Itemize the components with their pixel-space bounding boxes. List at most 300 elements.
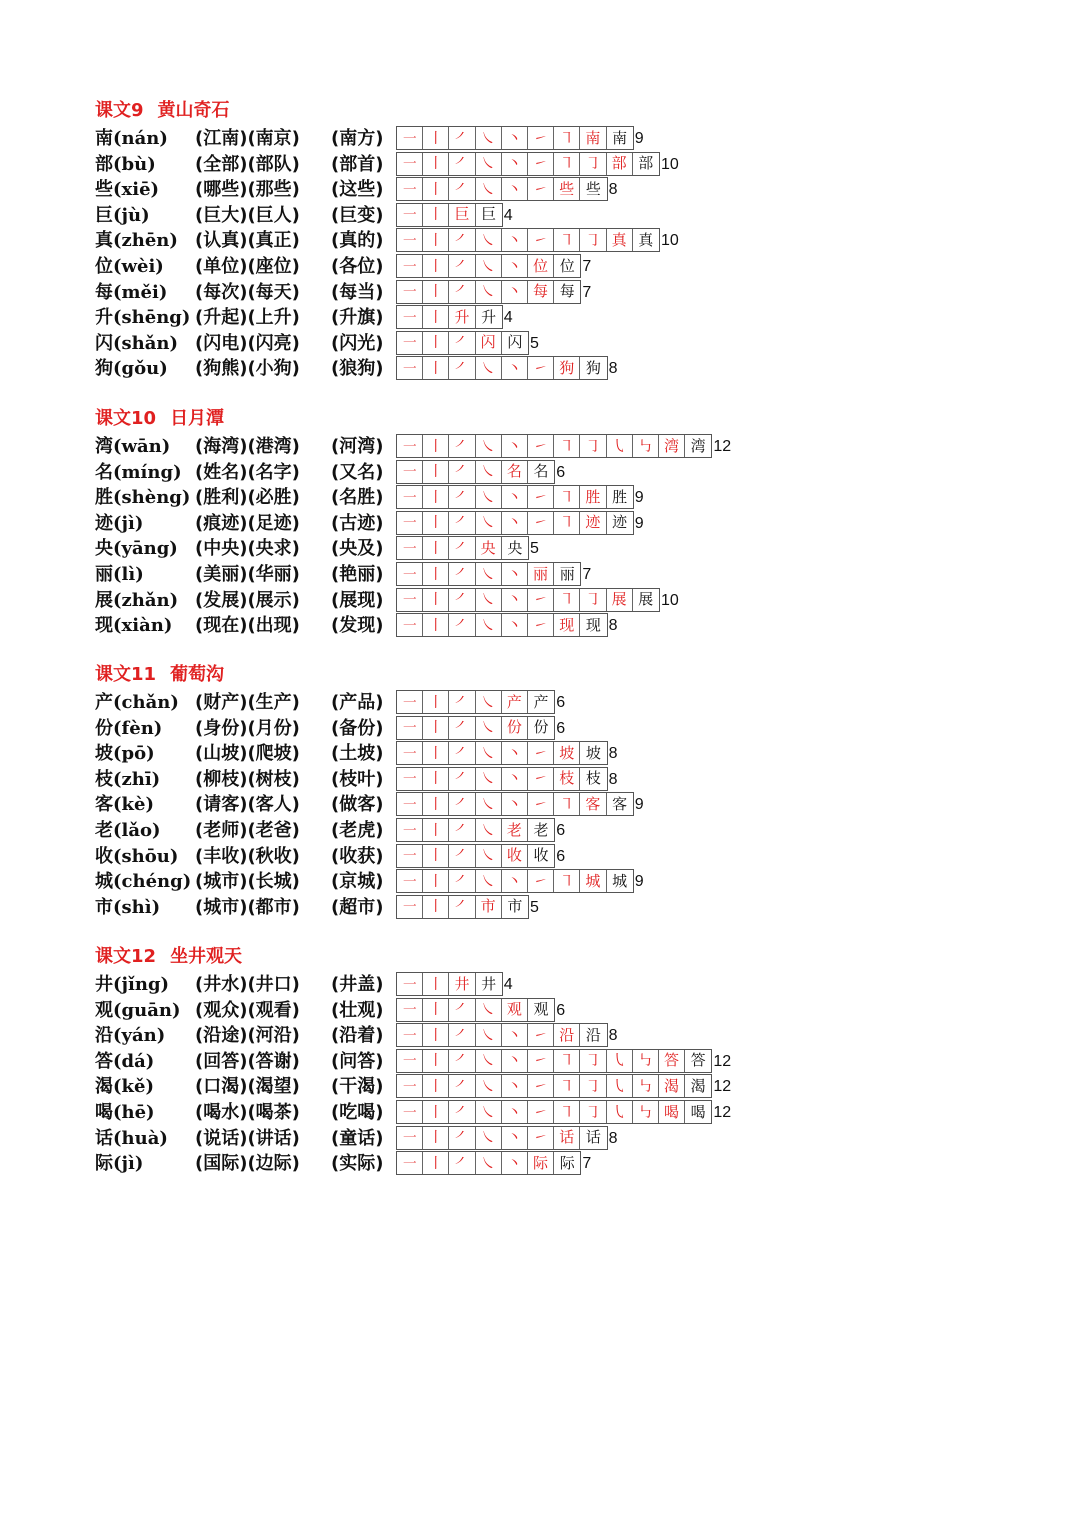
character-with-pinyin: 胜(shèng) — [95, 487, 191, 509]
word-2: (月份) — [247, 717, 300, 739]
lesson-title — [95, 100, 230, 122]
stroke-step-glyph: 丶 — [506, 794, 522, 813]
word-2: (都市) — [247, 896, 300, 918]
stroke-step-cell — [528, 1101, 554, 1123]
stroke-count: 8 — [608, 1129, 618, 1147]
stroke-step-cell — [502, 845, 528, 867]
lesson-name: 坐井观天 — [170, 946, 243, 967]
stroke-step-glyph: ㇏ — [480, 282, 496, 301]
stroke-step-glyph: ㇑ — [428, 1051, 444, 1070]
lesson-section — [95, 946, 995, 1177]
stroke-order-grid — [396, 152, 660, 176]
stroke-step-cell — [528, 1127, 554, 1149]
word-2: (上升) — [247, 307, 300, 329]
stroke-step-glyph: ㇏ — [480, 820, 496, 839]
character-row — [95, 792, 995, 818]
stroke-count: 10 — [661, 591, 679, 609]
word-3: (部首) — [331, 153, 384, 175]
stroke-step-cell — [554, 1075, 580, 1097]
stroke-step-cell — [423, 999, 449, 1021]
stroke-step-glyph: ㇒ — [454, 154, 470, 173]
stroke-step-glyph: ㇐ — [402, 436, 418, 455]
stroke-step-cell — [554, 486, 580, 508]
stroke-step-cell — [607, 153, 633, 175]
stroke-step-glyph: ㇀ — [533, 513, 549, 532]
stroke-step-cell — [528, 614, 554, 636]
stroke-step-glyph: ㇒ — [454, 538, 470, 557]
stroke-step-glyph: ㇕ — [559, 871, 575, 890]
word-3: (问答) — [331, 1050, 384, 1072]
stroke-step-glyph: ㇐ — [402, 128, 418, 147]
stroke-step-glyph: 收 — [533, 846, 549, 865]
stroke-step-cell — [423, 461, 449, 483]
character-with-pinyin: 真(zhēn) — [95, 230, 178, 252]
stroke-step-glyph: ㇀ — [533, 1102, 549, 1121]
lesson-section — [95, 100, 995, 382]
character-with-pinyin: 份(fèn) — [95, 717, 163, 739]
stroke-step-cell — [423, 1075, 449, 1097]
stroke-step-glyph: 份 — [506, 718, 522, 737]
stroke-step-glyph: 枝 — [585, 769, 601, 788]
stroke-step-glyph: ㇑ — [428, 205, 444, 224]
stroke-step-cell — [397, 486, 423, 508]
lesson-name: 日月潭 — [170, 408, 225, 429]
stroke-step-glyph: 湾 — [690, 436, 706, 455]
stroke-step-cell — [476, 178, 502, 200]
stroke-step-glyph: ㇑ — [428, 846, 444, 865]
stroke-step-cell — [633, 1075, 659, 1097]
stroke-step-cell — [580, 153, 606, 175]
stroke-order-grid — [396, 331, 529, 355]
stroke-step-cell — [528, 255, 554, 277]
stroke-step-cell — [449, 178, 475, 200]
word-1: (单位) — [195, 256, 248, 277]
stroke-step-cell — [502, 1101, 528, 1123]
stroke-step-cell — [607, 229, 633, 251]
stroke-step-glyph: ㇒ — [454, 333, 470, 352]
stroke-step-cell — [502, 999, 528, 1021]
stroke-step-glyph: ㇑ — [428, 333, 444, 352]
stroke-order-grid — [396, 818, 555, 842]
stroke-step-glyph: ㇏ — [480, 436, 496, 455]
stroke-step-cell — [528, 819, 554, 841]
stroke-step-cell — [554, 178, 580, 200]
stroke-step-cell — [423, 486, 449, 508]
word-1: (请客) — [195, 794, 248, 816]
stroke-step-glyph: ㇑ — [428, 692, 444, 711]
stroke-order-grid — [396, 1049, 712, 1073]
stroke-step-cell — [580, 614, 606, 636]
stroke-step-cell — [423, 229, 449, 251]
word-1: (认真) — [195, 230, 248, 252]
stroke-step-glyph: 位 — [533, 256, 549, 275]
stroke-step-glyph: ㇐ — [402, 307, 418, 326]
word-1: (城市) — [195, 871, 248, 893]
stroke-step-cell — [528, 717, 554, 739]
stroke-step-glyph: 现 — [559, 615, 575, 634]
word-1: (沿途) — [195, 1025, 248, 1047]
stroke-step-glyph: ㇐ — [402, 487, 418, 506]
character-with-pinyin: 市(shì) — [95, 896, 161, 918]
stroke-step-cell — [554, 127, 580, 149]
stroke-step-cell — [580, 1024, 606, 1046]
word-3: (狼狗) — [331, 358, 384, 380]
stroke-step-glyph: ㇐ — [402, 1153, 418, 1172]
stroke-step-cell — [423, 717, 449, 739]
word-3: (古迹) — [331, 512, 384, 534]
stroke-step-cell — [476, 1127, 502, 1149]
stroke-step-glyph: 观 — [506, 1000, 522, 1019]
stroke-step-cell — [423, 973, 449, 995]
stroke-step-cell — [449, 845, 475, 867]
stroke-step-cell — [685, 1075, 711, 1097]
stroke-step-glyph: ㇒ — [454, 615, 470, 634]
stroke-step-glyph: ㇂ — [611, 436, 627, 455]
stroke-step-cell — [476, 1075, 502, 1097]
stroke-step-cell — [476, 768, 502, 790]
stroke-step-glyph: 巨 — [481, 205, 497, 224]
character-with-pinyin: 井(jǐng) — [95, 974, 170, 995]
character-with-pinyin: 老(lǎo) — [95, 820, 161, 841]
word-1: (城市) — [195, 896, 248, 918]
stroke-count: 12 — [713, 1052, 732, 1070]
stroke-step-glyph: ㇏ — [480, 513, 496, 532]
stroke-step-glyph: ㇆ — [585, 1076, 601, 1095]
stroke-step-glyph: 湾 — [663, 436, 679, 455]
stroke-step-glyph: ㇀ — [533, 1128, 549, 1147]
word-3: (京城) — [331, 871, 384, 893]
stroke-step-cell — [528, 1024, 554, 1046]
stroke-count: 9 — [634, 796, 644, 814]
stroke-step-glyph: 巨 — [454, 205, 470, 224]
stroke-step-glyph: 丶 — [506, 230, 522, 249]
character-row — [95, 254, 995, 280]
stroke-step-cell — [397, 563, 423, 585]
stroke-count: 7 — [582, 566, 592, 583]
stroke-step-glyph: ㇒ — [454, 794, 470, 813]
stroke-count: 12 — [713, 1104, 732, 1121]
stroke-step-cell — [685, 435, 711, 457]
stroke-step-glyph: ㇏ — [480, 358, 496, 377]
stroke-count: 10 — [661, 232, 679, 250]
stroke-step-cell — [476, 537, 502, 559]
stroke-step-glyph: ㇆ — [585, 154, 601, 173]
stroke-step-glyph: ㇏ — [480, 487, 496, 506]
word-1: (口渴) — [195, 1076, 248, 1098]
word-3: (南方) — [331, 128, 384, 149]
stroke-step-glyph: ㇏ — [480, 846, 496, 865]
stroke-step-cell — [423, 1101, 449, 1123]
stroke-step-glyph: ㇉ — [637, 1051, 653, 1070]
word-3: (做客) — [331, 794, 384, 816]
stroke-step-glyph: ㇏ — [480, 462, 496, 481]
stroke-step-glyph: ㇑ — [428, 256, 444, 275]
stroke-step-glyph: 收 — [506, 846, 522, 865]
stroke-step-cell — [449, 870, 475, 892]
stroke-step-cell — [449, 229, 475, 251]
word-2: (生产) — [247, 692, 300, 713]
stroke-step-cell — [554, 614, 580, 636]
stroke-step-glyph: 市 — [480, 897, 496, 916]
stroke-step-glyph: ㇐ — [402, 282, 418, 301]
stroke-step-glyph: 丶 — [506, 590, 522, 609]
stroke-step-cell — [502, 512, 528, 534]
character-with-pinyin: 名(míng) — [95, 461, 182, 483]
stroke-step-glyph: ㇑ — [428, 282, 444, 301]
stroke-order-grid — [396, 228, 660, 252]
stroke-step-glyph: ㇑ — [428, 513, 444, 532]
stroke-step-glyph: ㇐ — [402, 718, 418, 737]
stroke-count: 5 — [530, 898, 539, 916]
word-2: (真正) — [247, 230, 300, 252]
stroke-step-cell — [423, 178, 449, 200]
word-2: (井口) — [247, 974, 300, 995]
stroke-step-glyph: 产 — [506, 692, 522, 711]
stroke-step-cell — [580, 870, 606, 892]
stroke-step-cell — [476, 1152, 502, 1174]
stroke-step-glyph: ㇉ — [637, 436, 653, 455]
stroke-step-cell — [554, 1127, 580, 1149]
stroke-step-cell — [449, 461, 475, 483]
stroke-step-glyph: ㇀ — [533, 615, 549, 634]
stroke-step-cell — [607, 486, 633, 508]
stroke-order-grid — [396, 177, 608, 201]
stroke-step-glyph: 真 — [611, 230, 627, 249]
stroke-step-cell — [423, 435, 449, 457]
stroke-step-cell — [502, 461, 528, 483]
word-3: (井盖) — [331, 974, 384, 995]
stroke-step-cell — [449, 999, 475, 1021]
stroke-step-glyph: ㇀ — [533, 743, 549, 762]
stroke-step-cell — [397, 153, 423, 175]
character-row — [95, 177, 995, 203]
stroke-count: 6 — [556, 822, 566, 839]
stroke-step-cell — [554, 768, 580, 790]
stroke-step-cell — [528, 1075, 554, 1097]
stroke-step-cell — [397, 281, 423, 303]
stroke-step-glyph: ㇏ — [480, 179, 496, 198]
stroke-step-glyph: 话 — [585, 1128, 601, 1147]
stroke-step-glyph: 现 — [585, 615, 601, 634]
stroke-step-cell — [397, 1127, 423, 1149]
stroke-step-glyph: ㇑ — [428, 1128, 444, 1147]
stroke-step-cell — [633, 153, 659, 175]
stroke-step-glyph: ㇐ — [402, 333, 418, 352]
character-row — [95, 767, 995, 793]
stroke-step-cell — [476, 717, 502, 739]
word-1: (胜利) — [195, 487, 248, 509]
stroke-step-glyph: ㇑ — [428, 358, 444, 377]
stroke-step-cell — [449, 1127, 475, 1149]
character-row — [95, 356, 995, 382]
stroke-step-glyph: 南 — [612, 128, 628, 147]
character-with-pinyin: 城(chéng) — [95, 871, 192, 893]
stroke-step-cell — [554, 742, 580, 764]
stroke-step-cell — [528, 999, 554, 1021]
stroke-step-glyph: ㇕ — [559, 794, 575, 813]
character-with-pinyin: 迹(jì) — [95, 512, 144, 534]
stroke-step-cell — [554, 870, 580, 892]
stroke-step-cell — [528, 768, 554, 790]
stroke-step-glyph: ㇐ — [402, 1025, 418, 1044]
stroke-step-glyph: ㇒ — [454, 1128, 470, 1147]
character-row — [95, 305, 995, 331]
character-row — [95, 690, 995, 716]
stroke-order-grid — [396, 254, 581, 278]
character-with-pinyin: 每(měi) — [95, 281, 168, 303]
character-with-pinyin: 部(bù) — [95, 153, 156, 175]
stroke-step-cell — [528, 845, 554, 867]
word-3: (枝叶) — [331, 768, 384, 790]
stroke-step-cell — [528, 178, 554, 200]
stroke-order-grid — [396, 741, 608, 765]
stroke-step-cell — [633, 229, 659, 251]
stroke-step-glyph: 丶 — [506, 1051, 522, 1070]
stroke-step-cell — [476, 973, 502, 995]
word-2: (港湾) — [247, 436, 300, 457]
stroke-step-glyph: ㇒ — [454, 282, 470, 301]
stroke-step-cell — [423, 537, 449, 559]
stroke-order-grid — [396, 1100, 712, 1124]
stroke-step-cell — [554, 589, 580, 611]
stroke-step-glyph: ㇒ — [454, 128, 470, 147]
stroke-order-grid — [396, 1074, 712, 1098]
stroke-step-cell — [397, 793, 423, 815]
stroke-count: 8 — [608, 617, 618, 635]
stroke-step-cell — [423, 614, 449, 636]
word-1: (现在) — [195, 615, 248, 637]
stroke-step-glyph: ㇑ — [428, 436, 444, 455]
stroke-step-glyph: 展 — [611, 590, 627, 609]
stroke-step-glyph: 答 — [663, 1051, 679, 1070]
stroke-step-cell — [607, 870, 633, 892]
stroke-order-grid — [396, 1126, 608, 1150]
stroke-order-grid — [396, 511, 634, 535]
word-1: (全部) — [195, 153, 248, 175]
stroke-step-cell — [449, 204, 475, 226]
stroke-step-cell — [476, 486, 502, 508]
stroke-step-glyph: ㇐ — [402, 846, 418, 865]
stroke-step-cell — [449, 1024, 475, 1046]
word-2: (必胜) — [247, 487, 300, 509]
character-row — [95, 536, 995, 562]
stroke-step-cell — [502, 614, 528, 636]
stroke-step-cell — [633, 1101, 659, 1123]
character-row — [95, 895, 995, 921]
stroke-step-cell — [528, 357, 554, 379]
stroke-step-cell — [449, 793, 475, 815]
stroke-order-grid — [396, 895, 529, 919]
stroke-step-glyph: ㇐ — [402, 538, 418, 557]
stroke-step-cell — [580, 793, 606, 815]
stroke-step-glyph: ㇑ — [428, 718, 444, 737]
stroke-step-cell — [423, 845, 449, 867]
word-2: (树枝) — [247, 768, 300, 790]
stroke-step-cell — [423, 563, 449, 585]
stroke-step-cell — [607, 793, 633, 815]
stroke-step-glyph: 沿 — [559, 1025, 575, 1044]
stroke-step-glyph: 沿 — [585, 1025, 601, 1044]
stroke-step-glyph: ㇐ — [402, 590, 418, 609]
stroke-step-cell — [476, 1101, 502, 1123]
stroke-step-glyph: ㇐ — [402, 1102, 418, 1121]
stroke-step-cell — [528, 870, 554, 892]
stroke-step-cell — [423, 1127, 449, 1149]
lesson-number: 课文9 — [95, 100, 144, 121]
stroke-order-grid — [396, 536, 529, 560]
word-1: (哪些) — [195, 179, 248, 201]
stroke-step-glyph: 井 — [481, 974, 497, 993]
stroke-step-cell — [397, 742, 423, 764]
stroke-step-cell — [397, 870, 423, 892]
stroke-step-cell — [397, 614, 423, 636]
stroke-step-glyph: ㇀ — [533, 179, 549, 198]
stroke-step-glyph: ㇒ — [454, 436, 470, 455]
stroke-step-glyph: 丶 — [506, 487, 522, 506]
stroke-step-glyph: 丶 — [506, 564, 522, 583]
word-1: (美丽) — [195, 564, 248, 585]
stroke-step-glyph: 客 — [585, 794, 601, 813]
stroke-step-glyph: ㇑ — [428, 154, 444, 173]
stroke-step-glyph: ㇐ — [402, 1000, 418, 1019]
word-1: (观众) — [195, 999, 248, 1021]
stroke-step-cell — [423, 332, 449, 354]
stroke-step-cell — [502, 768, 528, 790]
stroke-step-cell — [607, 435, 633, 457]
stroke-step-glyph: ㇐ — [402, 154, 418, 173]
stroke-count: 4 — [503, 206, 513, 224]
stroke-step-cell — [476, 563, 502, 585]
stroke-count: 8 — [608, 745, 618, 763]
stroke-step-glyph: ㇒ — [454, 487, 470, 506]
stroke-step-cell — [476, 589, 502, 611]
stroke-step-glyph: ㇑ — [428, 615, 444, 634]
stroke-step-glyph: ㇕ — [559, 1051, 575, 1070]
stroke-step-cell — [685, 1050, 711, 1072]
stroke-step-glyph: ㇀ — [533, 230, 549, 249]
character-with-pinyin: 展(zhǎn) — [95, 589, 179, 611]
stroke-step-cell — [607, 127, 633, 149]
lesson-section — [95, 408, 995, 639]
stroke-step-glyph: ㇒ — [454, 871, 470, 890]
character-with-pinyin: 狗(gǒu) — [95, 358, 168, 380]
word-1: (江南) — [195, 128, 248, 149]
character-with-pinyin: 沿(yán) — [95, 1025, 166, 1047]
character-with-pinyin: 际(jì) — [95, 1153, 144, 1175]
stroke-step-glyph: 闪 — [507, 333, 523, 352]
stroke-step-cell — [449, 512, 475, 534]
stroke-step-cell — [423, 870, 449, 892]
character-with-pinyin: 枝(zhī) — [95, 768, 161, 790]
stroke-step-glyph: ㇉ — [637, 1076, 653, 1095]
stroke-step-cell — [528, 127, 554, 149]
stroke-count: 8 — [608, 181, 618, 199]
stroke-step-glyph: ㇆ — [585, 230, 601, 249]
stroke-step-glyph: 部 — [611, 154, 627, 173]
stroke-step-glyph: ㇀ — [533, 590, 549, 609]
stroke-step-cell — [580, 1075, 606, 1097]
character-with-pinyin: 位(wèi) — [95, 256, 164, 277]
stroke-step-cell — [397, 435, 423, 457]
stroke-order-grid — [396, 613, 608, 637]
stroke-step-cell — [397, 1050, 423, 1072]
character-with-pinyin: 观(guān) — [95, 999, 181, 1021]
stroke-step-glyph: ㇀ — [533, 128, 549, 147]
stroke-step-cell — [476, 896, 502, 918]
word-3: (各位) — [331, 256, 384, 277]
character-with-pinyin: 闪(shǎn) — [95, 332, 179, 354]
stroke-step-cell — [397, 204, 423, 226]
